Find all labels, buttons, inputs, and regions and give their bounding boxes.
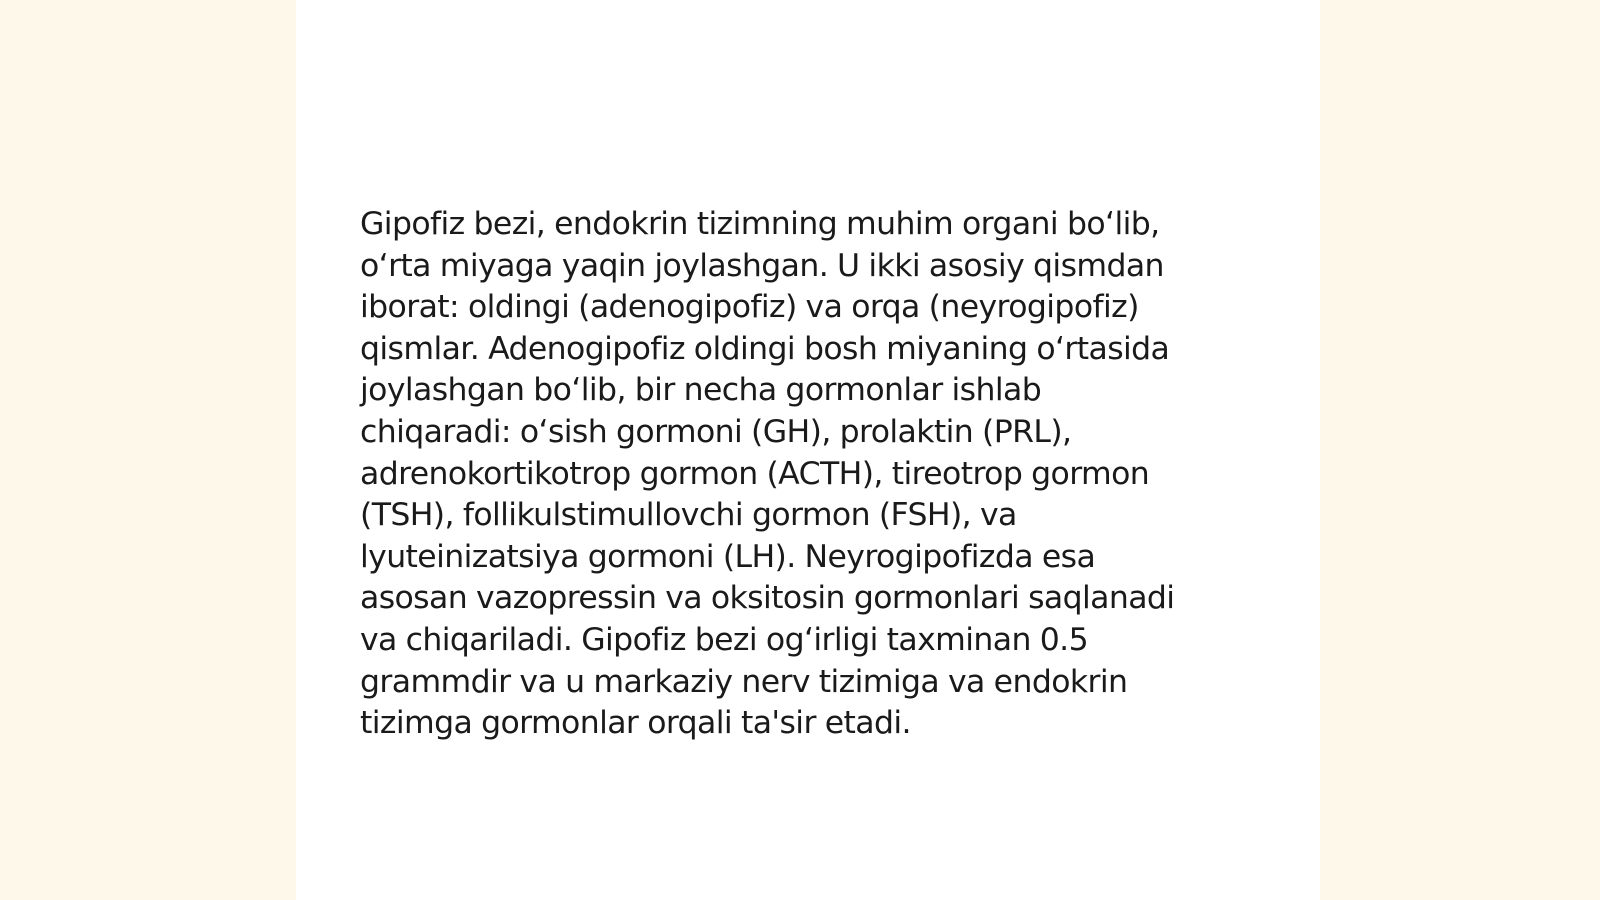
slide (296, 0, 1320, 900)
paragraph-line: Gipofiz bezi, endokrin tizimning muhim organi bo‘lib, (360, 206, 1160, 242)
paragraph-line: tizimga gormonlar orqali ta'sir etadi. (360, 705, 911, 742)
paragraph-line: chiqaradi: o‘sish gormoni (GH), prolaktin (PRL), (360, 413, 1072, 450)
paragraph-line: grammdir va u markaziy nerv tizimiga va endokrin (360, 663, 1128, 700)
paragraph-line: adrenokortikotrop gormon (ACTH), tireotrop gormon (360, 455, 1150, 492)
paragraph-line: joylashgan bo‘lib, bir necha gormonlar ishlab (360, 372, 1042, 409)
paragraph-line: (TSH), follikulstimullovchi gormon (FSH), va (360, 497, 1017, 534)
paragraph-line: asosan vazopressin va oksitosin gormonlari saqlanadi (360, 580, 1175, 617)
paragraph-line: qismlar. Adenogipofiz oldingi bosh miyaning o‘rtasida (360, 330, 1170, 367)
paragraph-line: iborat: oldingi (adenogipofiz) va orqa (neyrogipofiz) (360, 289, 1139, 326)
paragraph-line: lyuteinizatsiya gormoni (LH). Neyrogipofizda esa (360, 538, 1096, 575)
paragraph-line: o‘rta miyaga yaqin joylashgan. U ikki asosiy qismdan (360, 247, 1164, 284)
slide-body-paragraph (360, 204, 1260, 745)
paragraph-line: va chiqariladi. Gipofiz bezi og‘irligi taxminan 0.5 (360, 621, 1089, 658)
